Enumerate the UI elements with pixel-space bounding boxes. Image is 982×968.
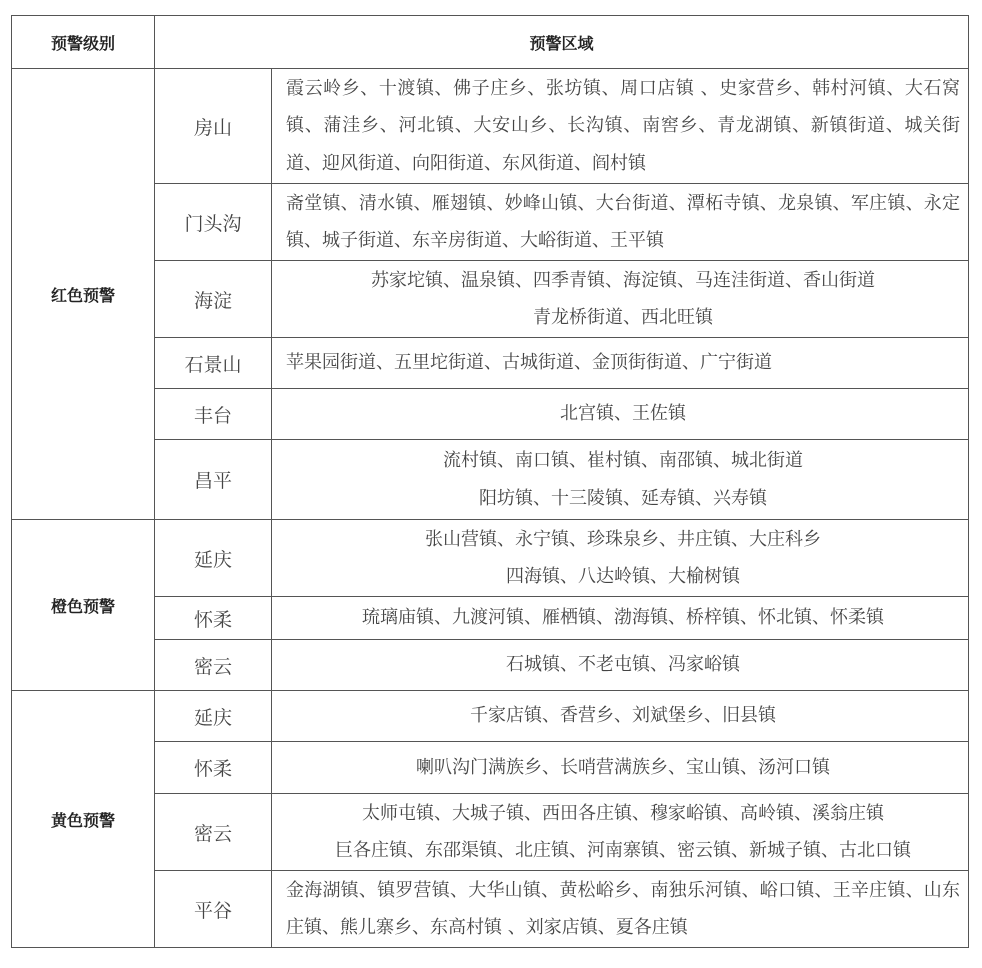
regions-cell: 喇叭沟门满族乡、长哨营满族乡、宝山镇、汤河口镇 — [272, 742, 969, 794]
table-row — [12, 184, 969, 261]
warning-level-yellow: 黄色预警 — [12, 691, 155, 948]
regions-cell: 流村镇、南口镇、崔村镇、南邵镇、城北街道 阳坊镇、十三陵镇、延寿镇、兴寿镇 — [272, 440, 969, 520]
table-row — [12, 597, 969, 640]
header-row — [12, 16, 969, 69]
table-row — [12, 640, 969, 691]
regions-cell: 苹果园街道、五里坨街道、古城街道、金顶街街道、广宁街道 — [272, 338, 969, 389]
regions-cell: 北宫镇、王佐镇 — [272, 389, 969, 440]
table-row — [12, 794, 969, 871]
regions-cell: 张山营镇、永宁镇、珍珠泉乡、井庄镇、大庄科乡 四海镇、八达岭镇、大榆树镇 — [272, 520, 969, 597]
district-cell: 昌平 — [155, 440, 272, 520]
table-row — [12, 871, 969, 948]
regions-cell: 斋堂镇、清水镇、雁翅镇、妙峰山镇、大台街道、潭柘寺镇、龙泉镇、军庄镇、永定镇、城子街道、东辛房街道、大峪街道、王平镇 — [272, 184, 969, 261]
regions-cell: 霞云岭乡、十渡镇、佛子庄乡、张坊镇、周口店镇 、史家营乡、韩村河镇、大石窝镇、蒲洼乡、河北镇、大安山乡、长沟镇、南窖乡、青龙湖镇、新镇街道、城关街道、迎风街道、向阳街道、东风街道、阎村镇 — [272, 69, 969, 184]
table-row — [12, 69, 969, 184]
regions-cell: 太师屯镇、大城子镇、西田各庄镇、穆家峪镇、高岭镇、溪翁庄镇 巨各庄镇、东邵渠镇、北庄镇、河南寨镇、密云镇、新城子镇、古北口镇 — [272, 794, 969, 871]
district-cell: 房山 — [155, 69, 272, 184]
district-cell: 怀柔 — [155, 597, 272, 640]
regions-cell: 苏家坨镇、温泉镇、四季青镇、海淀镇、马连洼街道、香山街道 青龙桥街道、西北旺镇 — [272, 261, 969, 338]
warning-table — [11, 15, 969, 948]
district-cell: 石景山 — [155, 338, 272, 389]
district-cell: 怀柔 — [155, 742, 272, 794]
district-cell: 平谷 — [155, 871, 272, 948]
table-row — [12, 742, 969, 794]
district-cell: 延庆 — [155, 520, 272, 597]
district-cell: 海淀 — [155, 261, 272, 338]
table-row — [12, 261, 969, 338]
regions-cell: 琉璃庙镇、九渡河镇、雁栖镇、渤海镇、桥梓镇、怀北镇、怀柔镇 — [272, 597, 969, 640]
warning-level-orange: 橙色预警 — [12, 520, 155, 691]
warning-level-red: 红色预警 — [12, 69, 155, 520]
table-row — [12, 338, 969, 389]
regions-cell: 石城镇、不老屯镇、冯家峪镇 — [272, 640, 969, 691]
header-area: 预警区域 — [155, 16, 969, 69]
header-level: 预警级别 — [12, 16, 155, 69]
district-cell: 门头沟 — [155, 184, 272, 261]
table-row — [12, 691, 969, 742]
table-row — [12, 440, 969, 520]
district-cell: 延庆 — [155, 691, 272, 742]
district-cell: 丰台 — [155, 389, 272, 440]
district-cell: 密云 — [155, 794, 272, 871]
district-cell: 密云 — [155, 640, 272, 691]
table-row — [12, 520, 969, 597]
regions-cell: 千家店镇、香营乡、刘斌堡乡、旧县镇 — [272, 691, 969, 742]
regions-cell: 金海湖镇、镇罗营镇、大华山镇、黄松峪乡、南独乐河镇、峪口镇、王辛庄镇、山东庄镇、熊儿寨乡、东高村镇 、刘家店镇、夏各庄镇 — [272, 871, 969, 948]
table-row — [12, 389, 969, 440]
